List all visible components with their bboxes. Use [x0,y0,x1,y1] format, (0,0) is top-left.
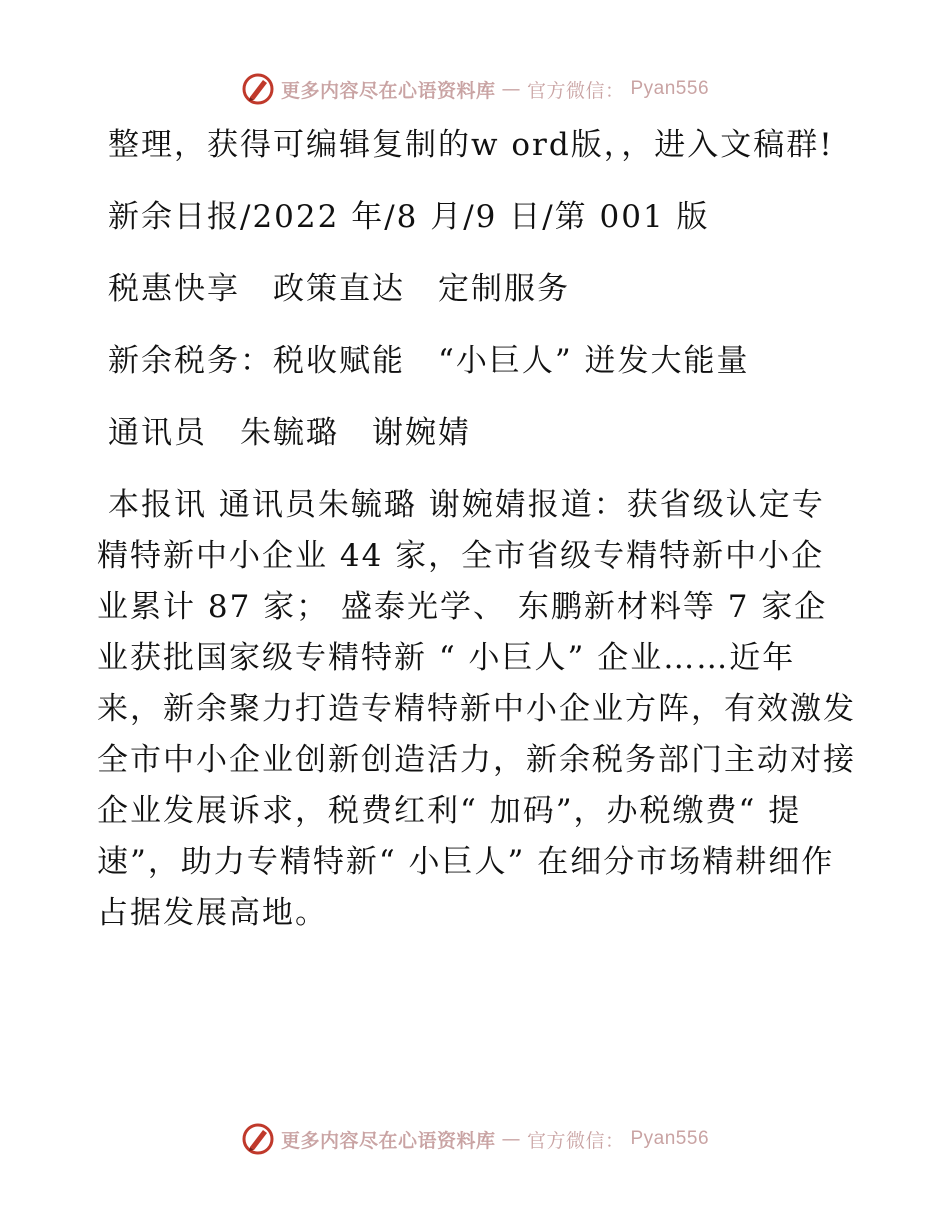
banner-wechat-account: Pyan556 [630,1128,710,1149]
header-watermark-banner [0,72,950,106]
document-body [97,120,857,960]
footer-watermark-banner [0,1122,950,1156]
byline: 通讯员 朱毓璐 谢婉婧 [108,415,471,451]
banner-title: 更多内容尽在心语资料库 [280,1129,496,1152]
slogan: 税惠快享 政策直达 定制服务 [108,271,570,307]
dateline: 新余日报/2022 年/8 月/9 日/第 001 版 [108,199,710,235]
intro-paragraph: 整理，获得可编辑复制的w ord版，，进入文稿群! [108,127,834,163]
banner-separator: — [501,78,521,100]
banner-official-label: 官方微信： [526,1129,625,1152]
banner-wechat-account: Pyan556 [630,78,710,99]
headline: 新余税务：税收赋能 “小巨人” 迸发大能量 [108,343,750,379]
pen-logo-icon [241,1122,275,1156]
pen-logo-icon [241,72,275,106]
banner-official-label: 官方微信： [526,79,625,102]
body-paragraph: 本报讯 通讯员朱毓璐 谢婉婧报道：获省级认定专精特新中小企业 44 家，全市省级专精特新中小企业累计 87 家； 盛泰光学、 东鹏新材料等 7 家企业获批国家级专精特新 “ 小巨人” 企业……近年来，新余聚力打造专精特新中小企业方阵，有效激发全市中小企业创新创造活力，新余税务部门主动对接企业发展诉求，税费红利“ 加码”，办税缴费“ 提速”，助力专精特新“ 小巨人” 在细分市场精耕细作占据发展高地。 [97,487,856,931]
banner-title: 更多内容尽在心语资料库 [280,79,496,102]
banner-separator: — [501,1128,521,1150]
